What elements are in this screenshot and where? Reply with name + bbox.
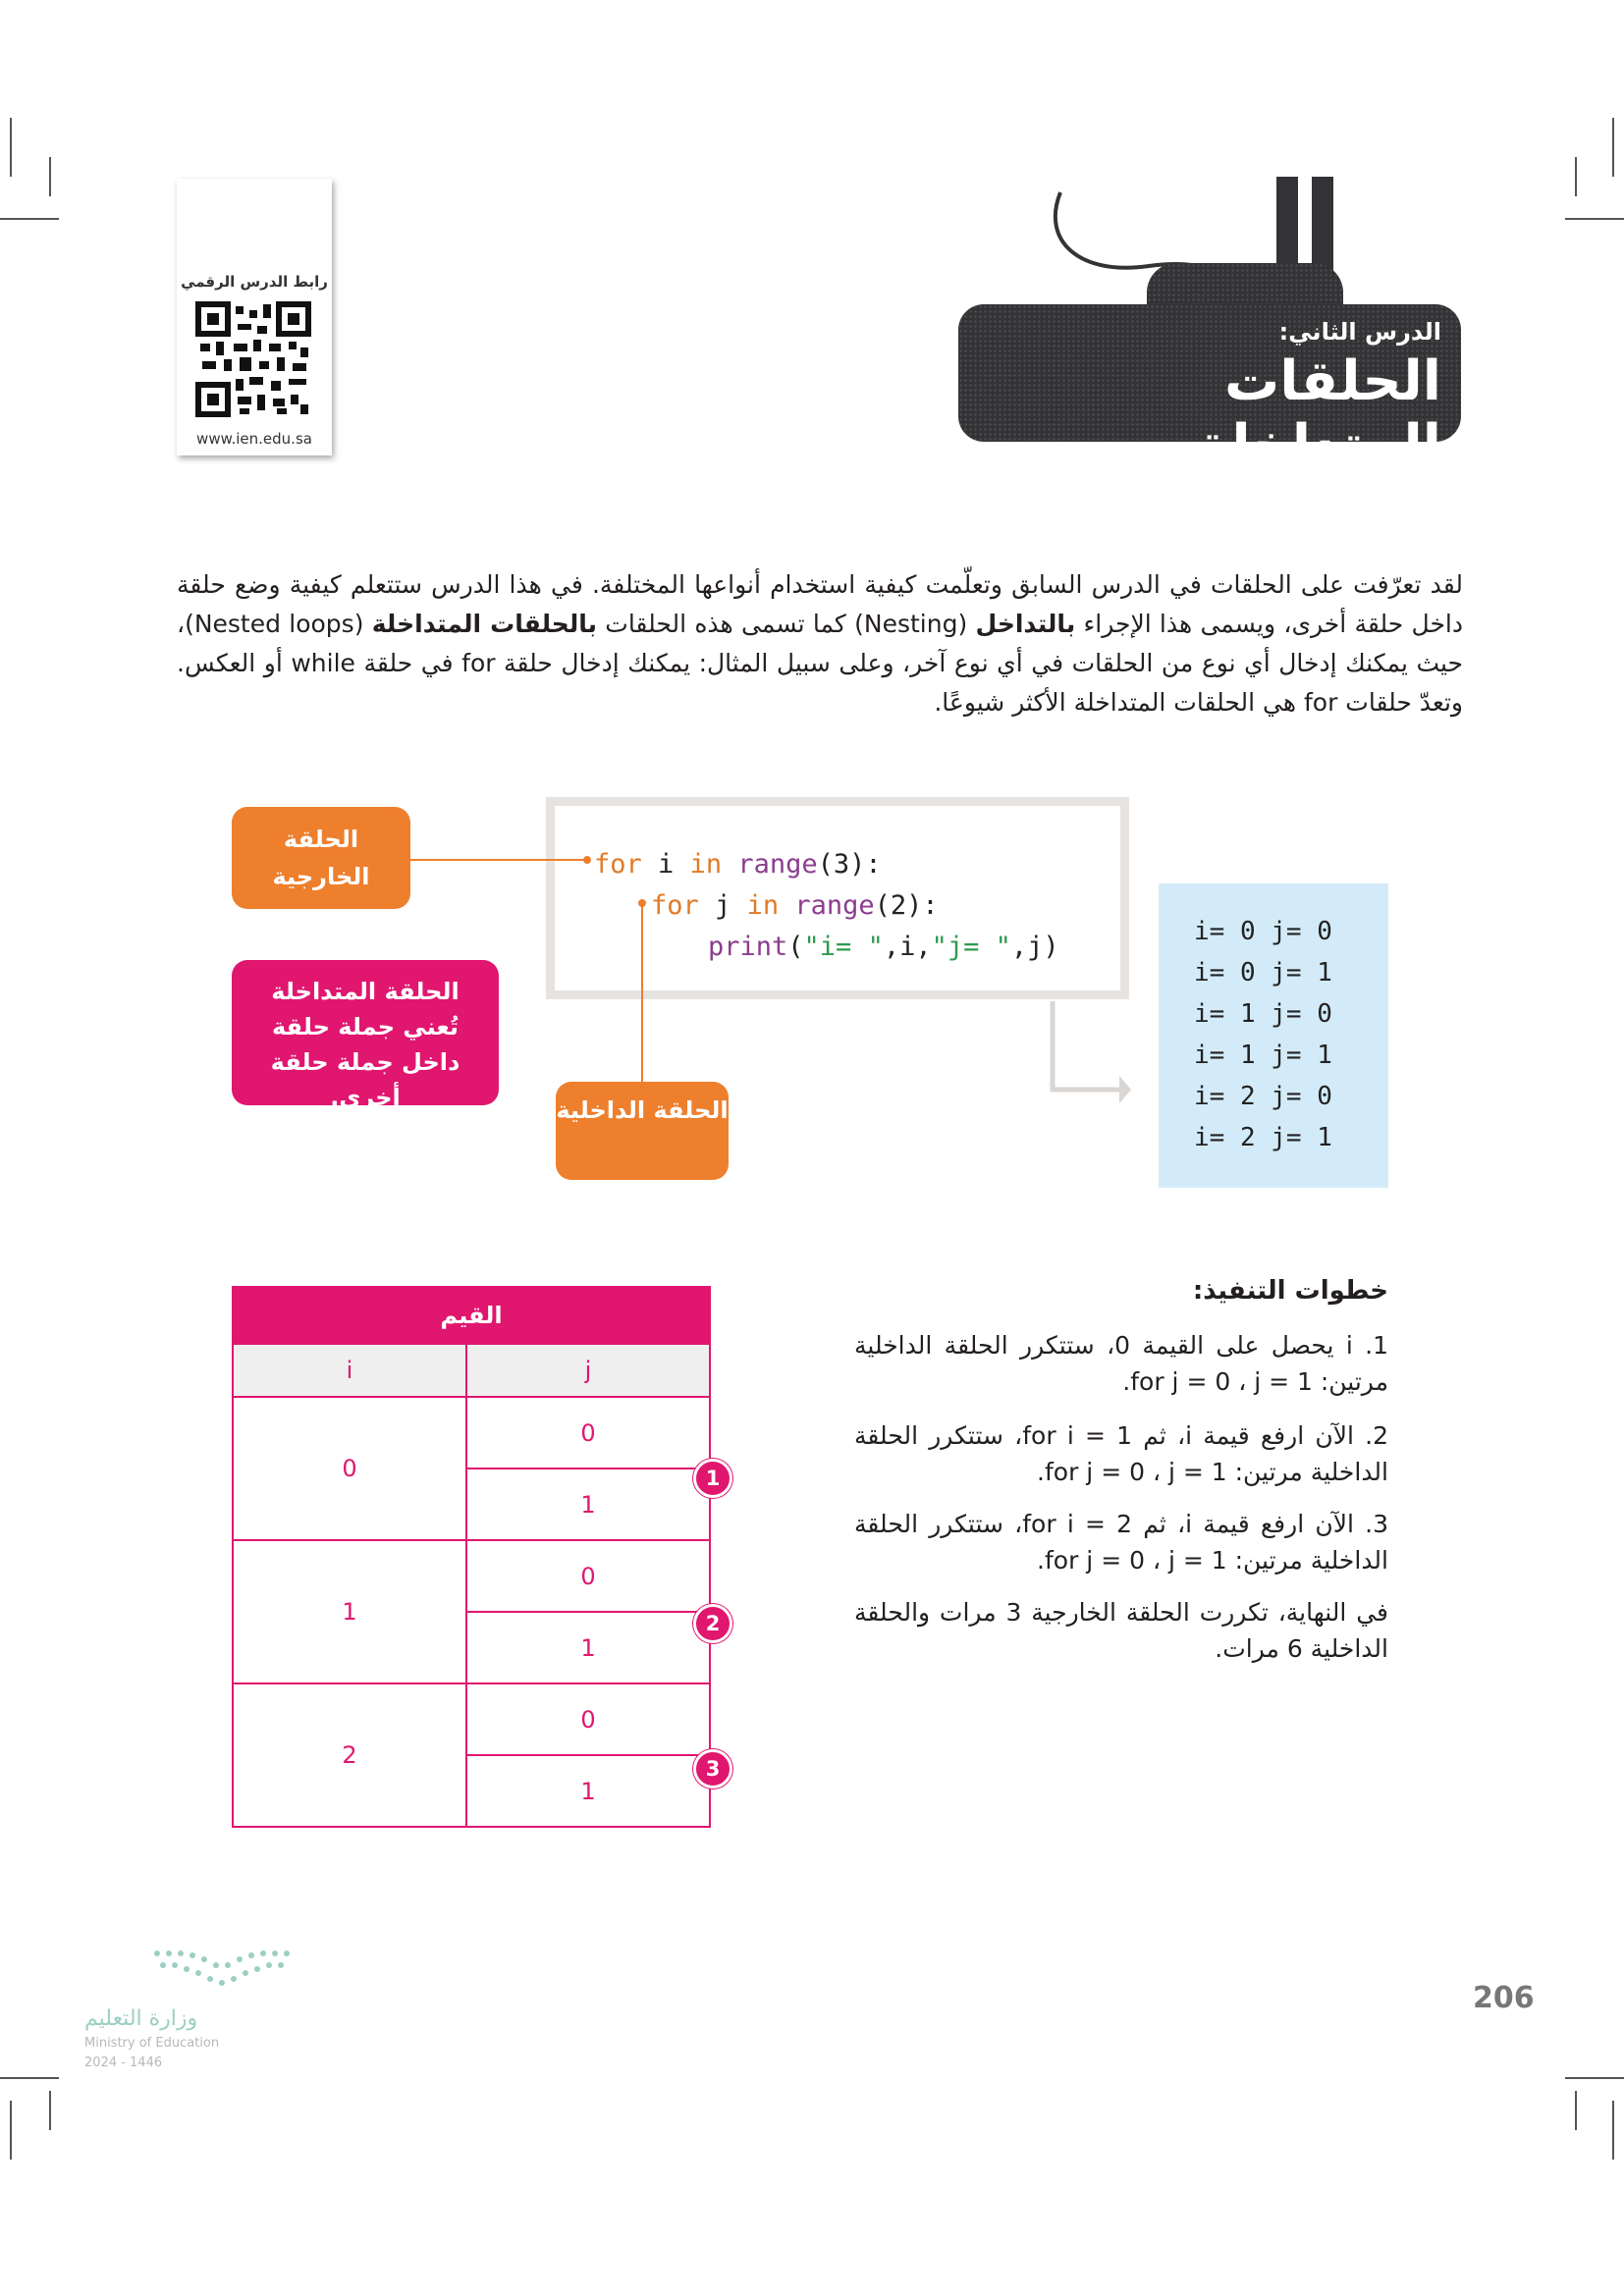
callout-inner-loop: الحلقة الداخلية (556, 1082, 729, 1180)
callout-outer-loop: الحلقة الخارجية (232, 807, 410, 909)
ministry-name-ar: وزارة التعليم (84, 2006, 198, 2031)
qr-label: رابط الدرس الرقمي (181, 273, 328, 291)
step-badge: 2 (693, 1604, 732, 1643)
callout-nested-loop: الحلقة المتداخلة تُعني جملة حلقة داخل جملة حلقة أخرى. (232, 960, 499, 1105)
crop-mark (0, 2077, 59, 2079)
step-3: 3. الآن ارفع قيمة i، ثم for i = 2، ستتكرر الحلقة الداخلية مرتين: for j = 0 ، j = 1. (854, 1510, 1388, 1575)
col-header-j: j (466, 1344, 710, 1397)
cell-j: 0 (466, 1683, 710, 1755)
step-1: 1. i يحصل على القيمة 0، ستتكرر الحلقة الداخلية مرتين: for j = 0 ، j = 1. (854, 1331, 1389, 1396)
intro-paragraph: لقد تعرّفت على الحلقات في الدرس السابق وتعلّمت كيفية استخدام أنواعها المختلفة. في هذا الدرس ستتعلم كيفية وضع حلقة داخل حلقة أخرى، ويسمى هذا الإجراء بالتداخل (Nesting) كما تسمى هذه الحلقات بالحلقات المتداخلة (Nested loops)، حيث يمكنك إدخال أي نوع من الحلقات في أي نوع آخر، وعلى سبيل المثال: يمكنك إدخال حلقة for في حلقة while أو العكس. وتعدّ حلقات for هي الحلقات المتداخلة الأكثر شيوعًا. (177, 570, 1464, 717)
cell-i: 0 (233, 1397, 466, 1540)
ministry-name-en: Ministry of Education (84, 2036, 220, 2051)
values-table (232, 1286, 711, 1828)
crop-mark (10, 2101, 12, 2160)
table-header: القيم (233, 1287, 710, 1344)
qr-url[interactable]: www.ien.edu.sa (196, 430, 312, 448)
step-badge: 1 (693, 1459, 732, 1498)
step-2: 2. الآن ارفع قيمة i، ثم for i = 1، ستتكرر الحلقة الداخلية مرتين: for j = 0 ، j = 1. (854, 1421, 1388, 1486)
crop-mark (49, 2091, 51, 2130)
col-header-i: i (233, 1344, 466, 1397)
cell-i: 2 (233, 1683, 466, 1827)
output-line: i= 0 j= 1 (1194, 958, 1332, 988)
term-nesting: بالتداخل (975, 610, 1076, 638)
cell-j: 1 (466, 1755, 710, 1827)
code-line-print: print("i= ",i,"j= ",j) (708, 932, 1059, 962)
output-line: i= 0 j= 0 (1194, 917, 1332, 946)
cell-j: 1 (466, 1468, 710, 1540)
output-line: i= 2 j= 1 (1194, 1123, 1332, 1152)
page-number: 206 (1473, 1981, 1535, 2015)
code-line-inner: for j in range(2): (651, 890, 939, 921)
output-line: i= 1 j= 1 (1194, 1041, 1332, 1070)
ministry-year: 2024 - 1446 (84, 2056, 163, 2070)
cell-i: 1 (233, 1540, 466, 1683)
step-badge: 3 (693, 1749, 732, 1789)
steps-title: خطوات التنفيذ: (1192, 1276, 1388, 1306)
output-console (1159, 883, 1388, 1188)
cell-j: 0 (466, 1397, 710, 1468)
term-nested-loops: بالحلقات المتداخلة (371, 610, 597, 638)
cell-j: 1 (466, 1612, 710, 1683)
lesson-kicker: الدرس الثاني: (1278, 318, 1441, 346)
code-line-outer: for i in range(3): (594, 849, 882, 880)
ministry-logo-icon (147, 1944, 304, 1999)
crop-mark (1575, 2091, 1577, 2130)
crop-mark (1565, 2077, 1624, 2079)
page-title: الحلقات المتداخلة (1196, 349, 1441, 477)
crop-mark (1612, 2101, 1614, 2160)
step-summary: في النهاية، تكررت الحلقة الخارجية 3 مرات والحلقة الداخلية 6 مرات. (854, 1598, 1388, 1663)
cell-j: 0 (466, 1540, 710, 1612)
output-line: i= 1 j= 0 (1194, 999, 1332, 1029)
output-line: i= 2 j= 0 (1194, 1082, 1332, 1111)
